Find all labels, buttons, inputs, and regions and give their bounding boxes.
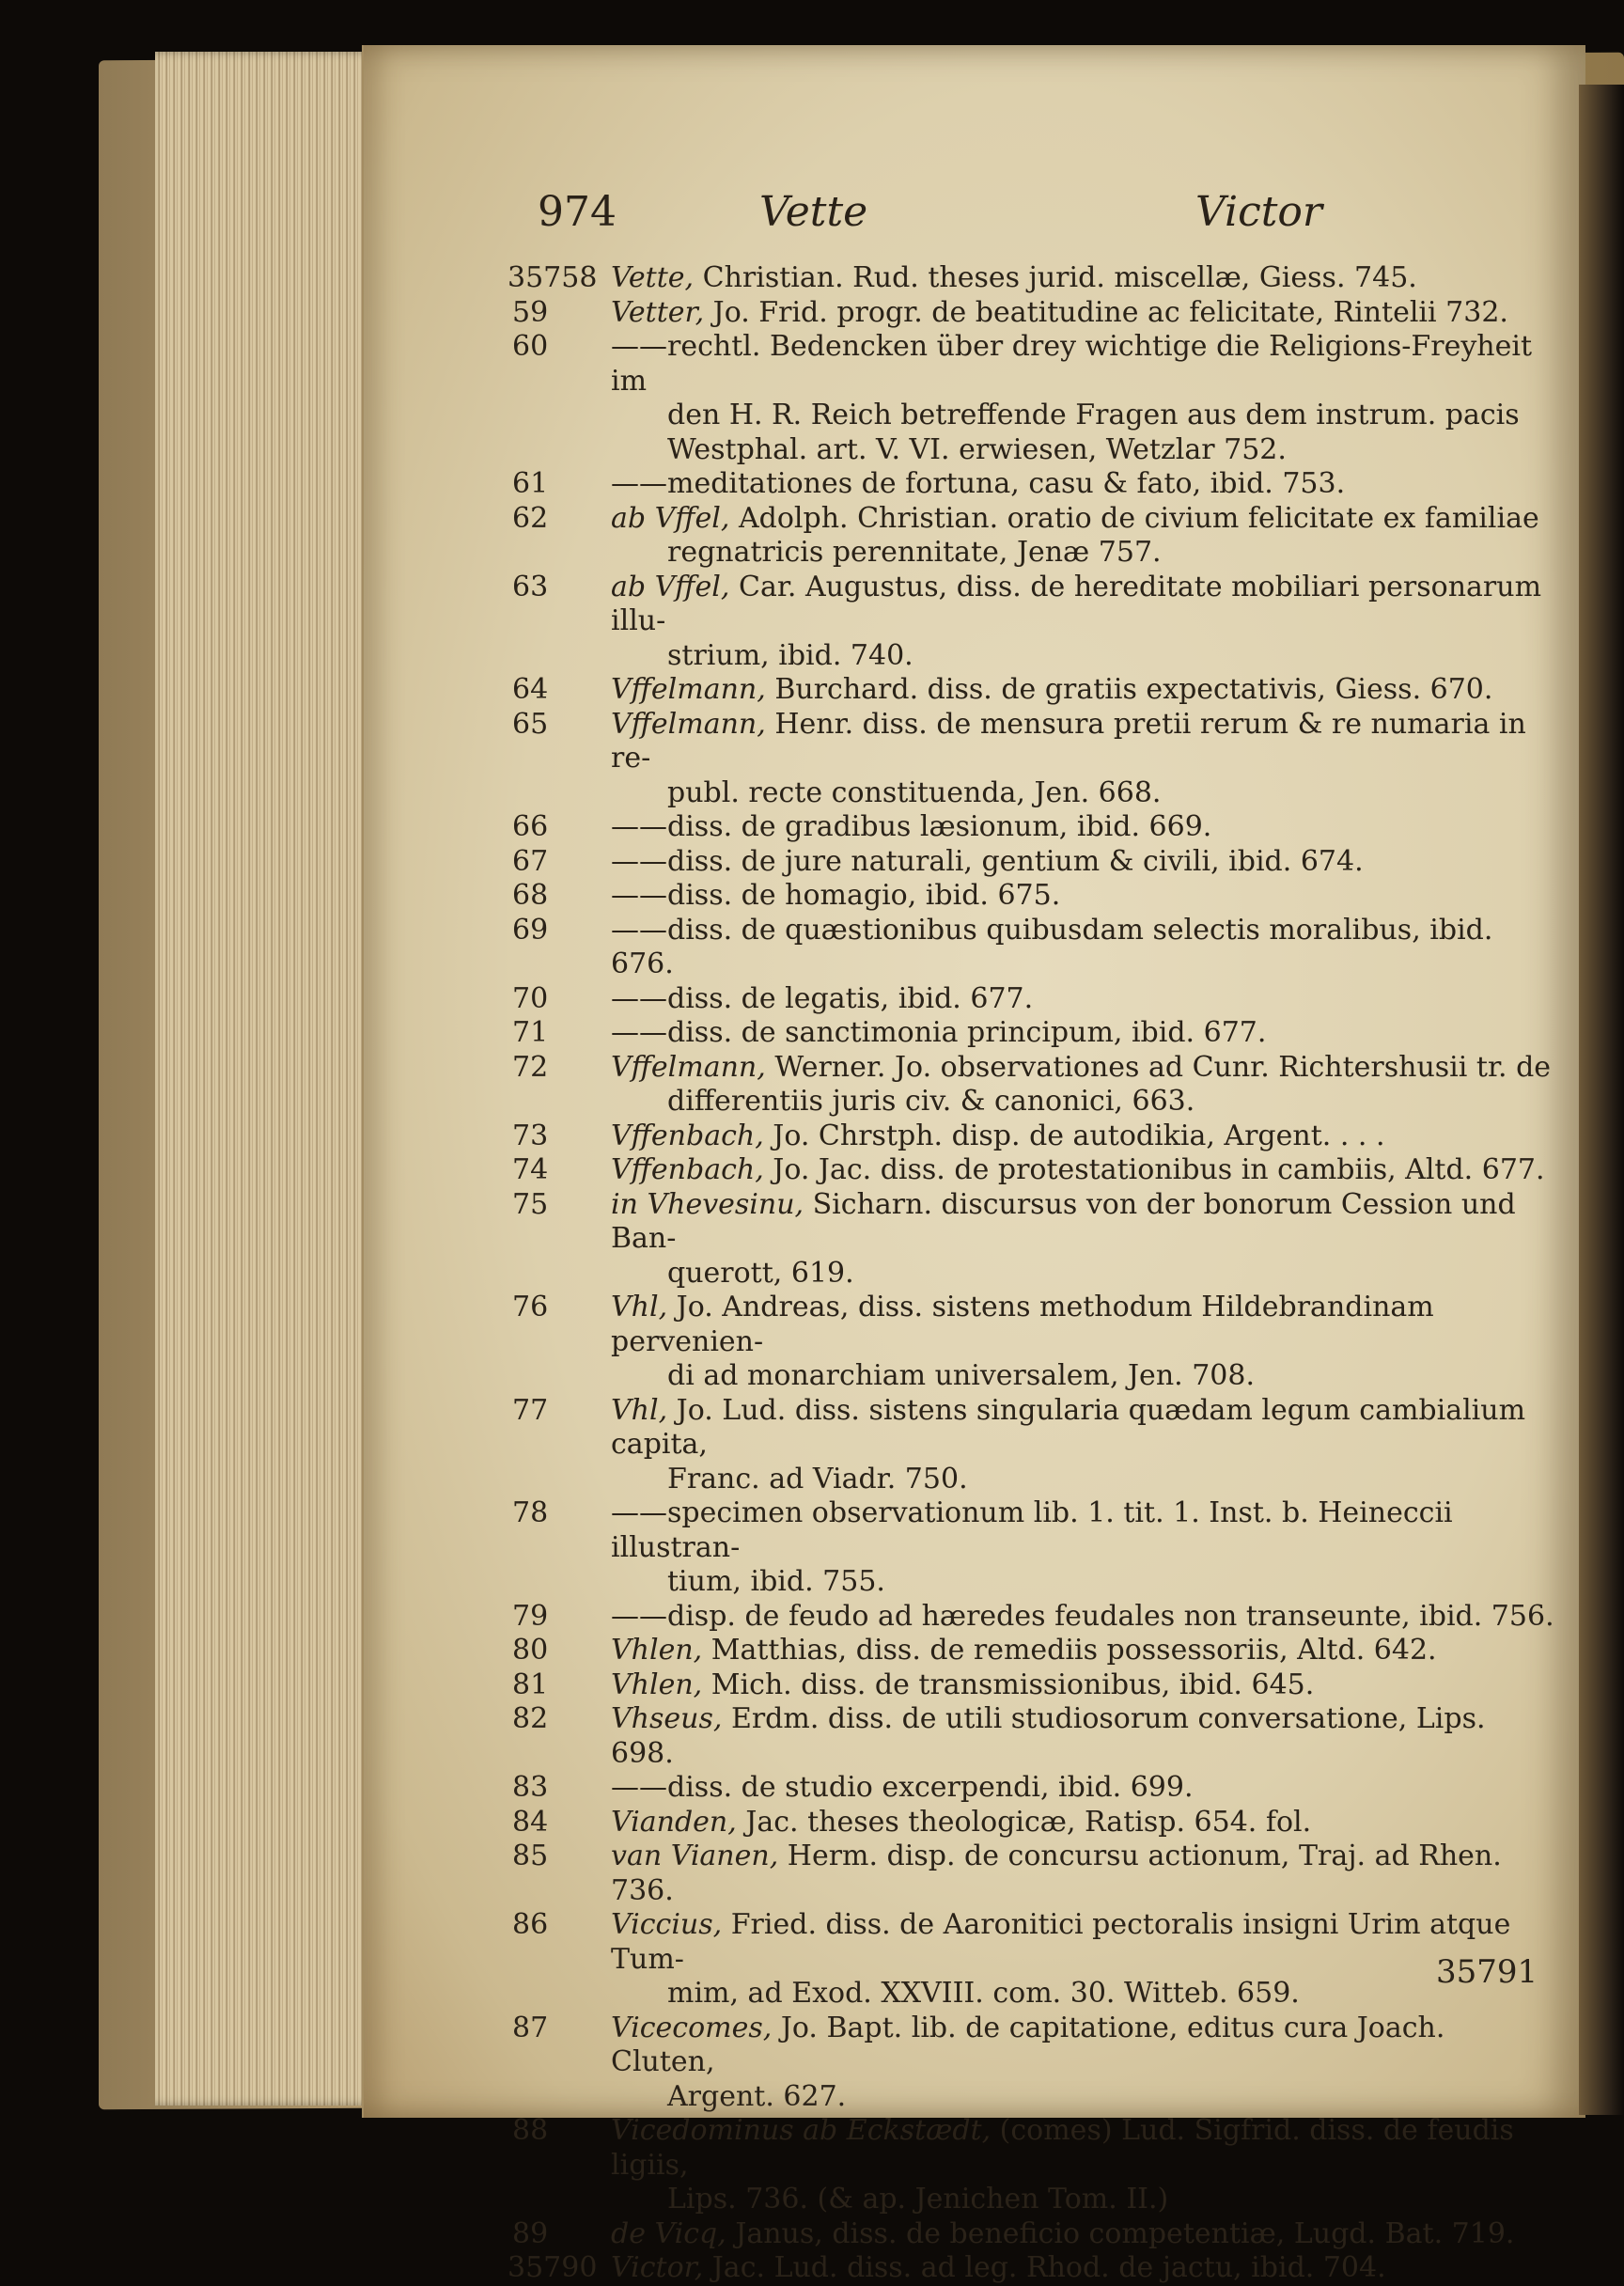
entry-number: 79 [512, 1599, 549, 1633]
entry-text [512, 1908, 1555, 2012]
list-item [512, 1051, 1555, 1120]
entry-line: Matthias, diss. de remediis possessoriis, Altd. 642. [710, 1634, 1437, 1667]
list-item [512, 1702, 1555, 1771]
entry-list [508, 261, 1555, 2286]
entry-text [512, 467, 1555, 502]
entry-text [512, 571, 1555, 674]
list-item [512, 1120, 1555, 1154]
entry-text [512, 2114, 1555, 2217]
entry-line: Henr. diss. de mensura pretii rerum & re numaria in re- [611, 707, 1526, 775]
entry-number: 66 [512, 810, 549, 843]
page-number: 974 [538, 188, 617, 236]
entry-text [512, 914, 1555, 982]
entry-number: 75 [512, 1187, 549, 1221]
entry-line: Werner. Jo. observationes ad Cunr. Richtershusii tr. de [774, 1050, 1552, 1084]
entry-line: querott, 619. [667, 1256, 854, 1290]
entry-text [512, 1702, 1555, 1771]
entry-name: ab Vffel, [611, 501, 730, 535]
entry-line: regnatricis perennitate, Jenæ 757. [667, 536, 1162, 569]
entry-name: Vetter, [611, 295, 705, 329]
entry-name: Viccius, [611, 1908, 723, 1941]
entry-number: 73 [512, 1119, 549, 1152]
entry-name: Vffelmann, [611, 707, 766, 741]
entry-text [512, 1016, 1555, 1051]
entry-number: 83 [512, 1771, 549, 1804]
entry-line: Jo. Bapt. lib. de capitatione, editus cura Joach. Cluten, [611, 2011, 1445, 2078]
list-item [512, 708, 1555, 811]
entry-line: ——diss. de quæstionibus quibusdam selectis moralibus, ibid. 676. [611, 913, 1493, 980]
entry-number: 63 [512, 570, 549, 603]
entry-number: 84 [512, 1805, 549, 1839]
entry-number: 80 [512, 1634, 549, 1667]
entry-text [512, 1496, 1555, 1600]
entry-line: Erdm. diss. de utili studiosorum conversatione, Lips. 698. [611, 1702, 1486, 1770]
list-item [512, 502, 1555, 571]
entry-line: Burchard. diss. de gratiis expectativis, Giess. 670. [774, 673, 1493, 706]
catchword: 35791 [1436, 1953, 1538, 1991]
list-item [508, 261, 1555, 296]
entry-name: Vianden, [611, 1805, 737, 1839]
list-item [512, 1908, 1555, 2012]
entry-number: 60 [512, 330, 549, 363]
list-item [512, 1634, 1555, 1668]
entry-line: differentiis juris civ. & canonici, 663. [667, 1085, 1195, 1118]
entry-line: Jo. Jac. diss. de protestationibus in cambiis, Altd. 677. [773, 1153, 1545, 1186]
entry-text [512, 708, 1555, 811]
list-item [512, 1806, 1555, 1840]
entry-line: ——disp. de feudo ad hæredes feudales non transeunte, ibid. 756. [611, 1599, 1554, 1633]
list-item [512, 1153, 1555, 1188]
entry-line: (comes) Lud. Sigfrid. diss. de feudis ligiis, [611, 2114, 1514, 2182]
entry-line: Jac. theses theologicæ, Ratisp. 654. fol. [745, 1805, 1312, 1839]
entry-number: 64 [512, 673, 549, 706]
list-item [512, 1840, 1555, 1908]
entry-line: Herm. disp. de concursu actionum, Traj. ad Rhen. 736. [611, 1840, 1502, 1907]
entry-name: Vhl, [611, 1291, 668, 1323]
entry-line: tium, ibid. 755. [667, 1565, 885, 1598]
entry-text [512, 296, 1555, 331]
entry-number: 81 [512, 1668, 549, 1701]
list-item [512, 1600, 1555, 1635]
list-item [512, 1016, 1555, 1051]
entry-number: 65 [512, 707, 549, 741]
entry-number: 69 [512, 913, 549, 947]
entry-name: Vicecomes, [611, 2011, 773, 2044]
entry-name: Vffenbach, [611, 1119, 764, 1152]
entry-line: Jac. Lud. diss. ad leg. Rhod. de jactu, ibid. 704. [711, 2251, 1386, 2284]
list-item [512, 1771, 1555, 1806]
entry-name: Vhlen, [611, 1634, 703, 1667]
entry-number: 74 [512, 1153, 549, 1186]
entry-line: ——diss. de jure naturali, gentium & civili, ibid. 674. [611, 844, 1364, 878]
entry-text [512, 1634, 1555, 1668]
entry-text [512, 261, 1555, 296]
entry-number: 70 [512, 981, 549, 1015]
entry-line: Janus, diss. de beneficio competentiæ, Lugd. Bat. 719. [735, 2216, 1515, 2250]
entry-line: Jo. Frid. progr. de beatitudine ac felicitate, Rintelii 732. [712, 295, 1508, 329]
entry-number: 89 [512, 2216, 549, 2250]
entry-number: 67 [512, 844, 549, 878]
list-item [512, 982, 1555, 1017]
list-item [512, 296, 1555, 331]
entry-line: Jo. Lud. diss. sistens singularia quædam legum cambialium capita, [611, 1393, 1526, 1461]
entry-line: Franc. ad Viadr. 750. [667, 1462, 968, 1495]
list-item [512, 673, 1555, 708]
entry-number: 35790 [508, 2251, 598, 2284]
entry-line: den H. R. Reich betreffende Fragen aus dem instrum. pacis [667, 399, 1520, 431]
entry-text [512, 1153, 1555, 1188]
entry-name: Vhseus, [611, 1702, 723, 1735]
entry-number: 82 [512, 1702, 549, 1735]
entry-line: publ. recte constituenda, Jen. 668. [667, 775, 1162, 809]
entry-text [512, 982, 1555, 1017]
entry-line: ——diss. de studio excerpendi, ibid. 699. [611, 1771, 1194, 1804]
entry-number: 76 [512, 1291, 549, 1323]
entry-line: strium, ibid. 740. [667, 638, 914, 672]
entry-line: ——diss. de sanctimonia principum, ibid. 677. [611, 1016, 1267, 1049]
entry-number: 71 [512, 1016, 549, 1049]
list-item [512, 571, 1555, 674]
entry-number: 77 [512, 1393, 549, 1427]
entry-name: Vhlen, [611, 1668, 703, 1701]
entry-number: 59 [512, 295, 549, 329]
entry-line: Westphal. art. V. VI. erwiesen, Wetzlar 752. [667, 432, 1287, 466]
entry-text [512, 1771, 1555, 1806]
list-item [512, 2012, 1555, 2115]
entry-name: in Vhevesinu, [611, 1187, 804, 1221]
entry-text [512, 1394, 1555, 1497]
entry-text [512, 2012, 1555, 2115]
entry-line: mim, ad Exod. XXVIII. com. 30. Witteb. 659. [667, 1977, 1300, 2010]
entry-name: Vette, [611, 261, 695, 294]
entry-number: 86 [512, 1908, 549, 1941]
entry-text [512, 673, 1555, 708]
list-item [512, 1668, 1555, 1703]
list-item [512, 879, 1555, 914]
entry-line: Car. Augustus, diss. de hereditate mobiliari personarum illu- [611, 570, 1542, 637]
entry-line: ——diss. de homagio, ibid. 675. [611, 879, 1061, 912]
entry-name: Vffelmann, [611, 1050, 766, 1084]
entry-name: Vicedominus ab Eckstædt, [611, 2114, 992, 2147]
entry-number: 78 [512, 1496, 549, 1529]
entry-line: Mich. diss. de transmissionibus, ibid. 645. [710, 1668, 1315, 1701]
entry-line: Adolph. Christian. oratio de civium felicitate ex familiae [738, 501, 1539, 535]
entry-number: 72 [512, 1050, 549, 1084]
entry-text [512, 2251, 1555, 2286]
entry-line: Argent. 627. [667, 2079, 847, 2113]
entry-name: Vffelmann, [611, 673, 766, 706]
running-head-right: Victor [1195, 188, 1322, 236]
entry-name: Vhl, [611, 1393, 668, 1427]
list-item [512, 330, 1555, 467]
list-item [512, 1496, 1555, 1600]
entry-line: Jo. Andreas, diss. sistens methodum Hildebrandinam pervenien- [611, 1291, 1434, 1358]
entry-text [512, 810, 1555, 845]
list-item [512, 467, 1555, 502]
list-item [512, 2217, 1555, 2252]
entry-line: di ad monarchiam universalem, Jen. 708. [667, 1359, 1256, 1392]
entry-line: Jo. Chrstph. disp. de autodikia, Argent. . . . [773, 1119, 1385, 1152]
entry-line: ——rechtl. Bedencken über drey wichtige die Religions-Freyheit im [611, 330, 1533, 398]
entry-number: 85 [512, 1840, 549, 1872]
list-item [512, 810, 1555, 845]
entry-text [512, 1291, 1555, 1394]
entry-text [512, 1600, 1555, 1635]
entry-text [512, 845, 1555, 880]
entry-text [512, 330, 1555, 467]
entry-name: Victor, [611, 2251, 704, 2284]
entry-line: ——meditationes de fortuna, casu & fato, ibid. 753. [611, 467, 1346, 500]
entry-line: Lips. 736. (& ap. Jenichen Tom. II.) [667, 2183, 1169, 2216]
entry-text [512, 502, 1555, 571]
entry-text [512, 1840, 1555, 1908]
entry-text [512, 1806, 1555, 1840]
entry-text [512, 1120, 1555, 1154]
entry-text [512, 2217, 1555, 2252]
entry-line: ——specimen observationum lib. 1. tit. 1. Inst. b. Heineccii illustran- [611, 1496, 1453, 1564]
entry-number: 35758 [508, 261, 598, 294]
entry-line: Sicharn. discursus von der bonorum Cession und Ban- [611, 1187, 1516, 1255]
entry-number: 62 [512, 501, 549, 535]
list-item [512, 1188, 1555, 1292]
entry-name: de Vicq, [611, 2216, 726, 2250]
list-item [512, 914, 1555, 982]
list-item [512, 2114, 1555, 2217]
entry-number: 68 [512, 879, 549, 912]
entry-line: Christian. Rud. theses jurid. miscellæ, Giess. 745. [702, 261, 1417, 294]
entry-text [512, 1668, 1555, 1703]
running-head-left: Vette [759, 188, 868, 236]
entry-number: 61 [512, 467, 549, 500]
entry-line: Fried. diss. de Aaronitici pectoralis insigni Urim atque Tum- [611, 1908, 1511, 1976]
entry-name: van Vianen, [611, 1840, 779, 1872]
entry-text [512, 1051, 1555, 1120]
entry-name: ab Vffel, [611, 570, 730, 603]
entry-number: 87 [512, 2011, 549, 2044]
entry-line: ——diss. de gradibus læsionum, ibid. 669. [611, 810, 1212, 843]
list-item [512, 1291, 1555, 1394]
entry-text [512, 879, 1555, 914]
entry-line: ——diss. de legatis, ibid. 677. [611, 981, 1034, 1015]
entry-name: Vffenbach, [611, 1153, 764, 1186]
entry-number: 88 [512, 2114, 549, 2147]
entry-text [512, 1188, 1555, 1292]
list-item [508, 2251, 1555, 2286]
list-item [512, 845, 1555, 880]
list-item [512, 1394, 1555, 1497]
